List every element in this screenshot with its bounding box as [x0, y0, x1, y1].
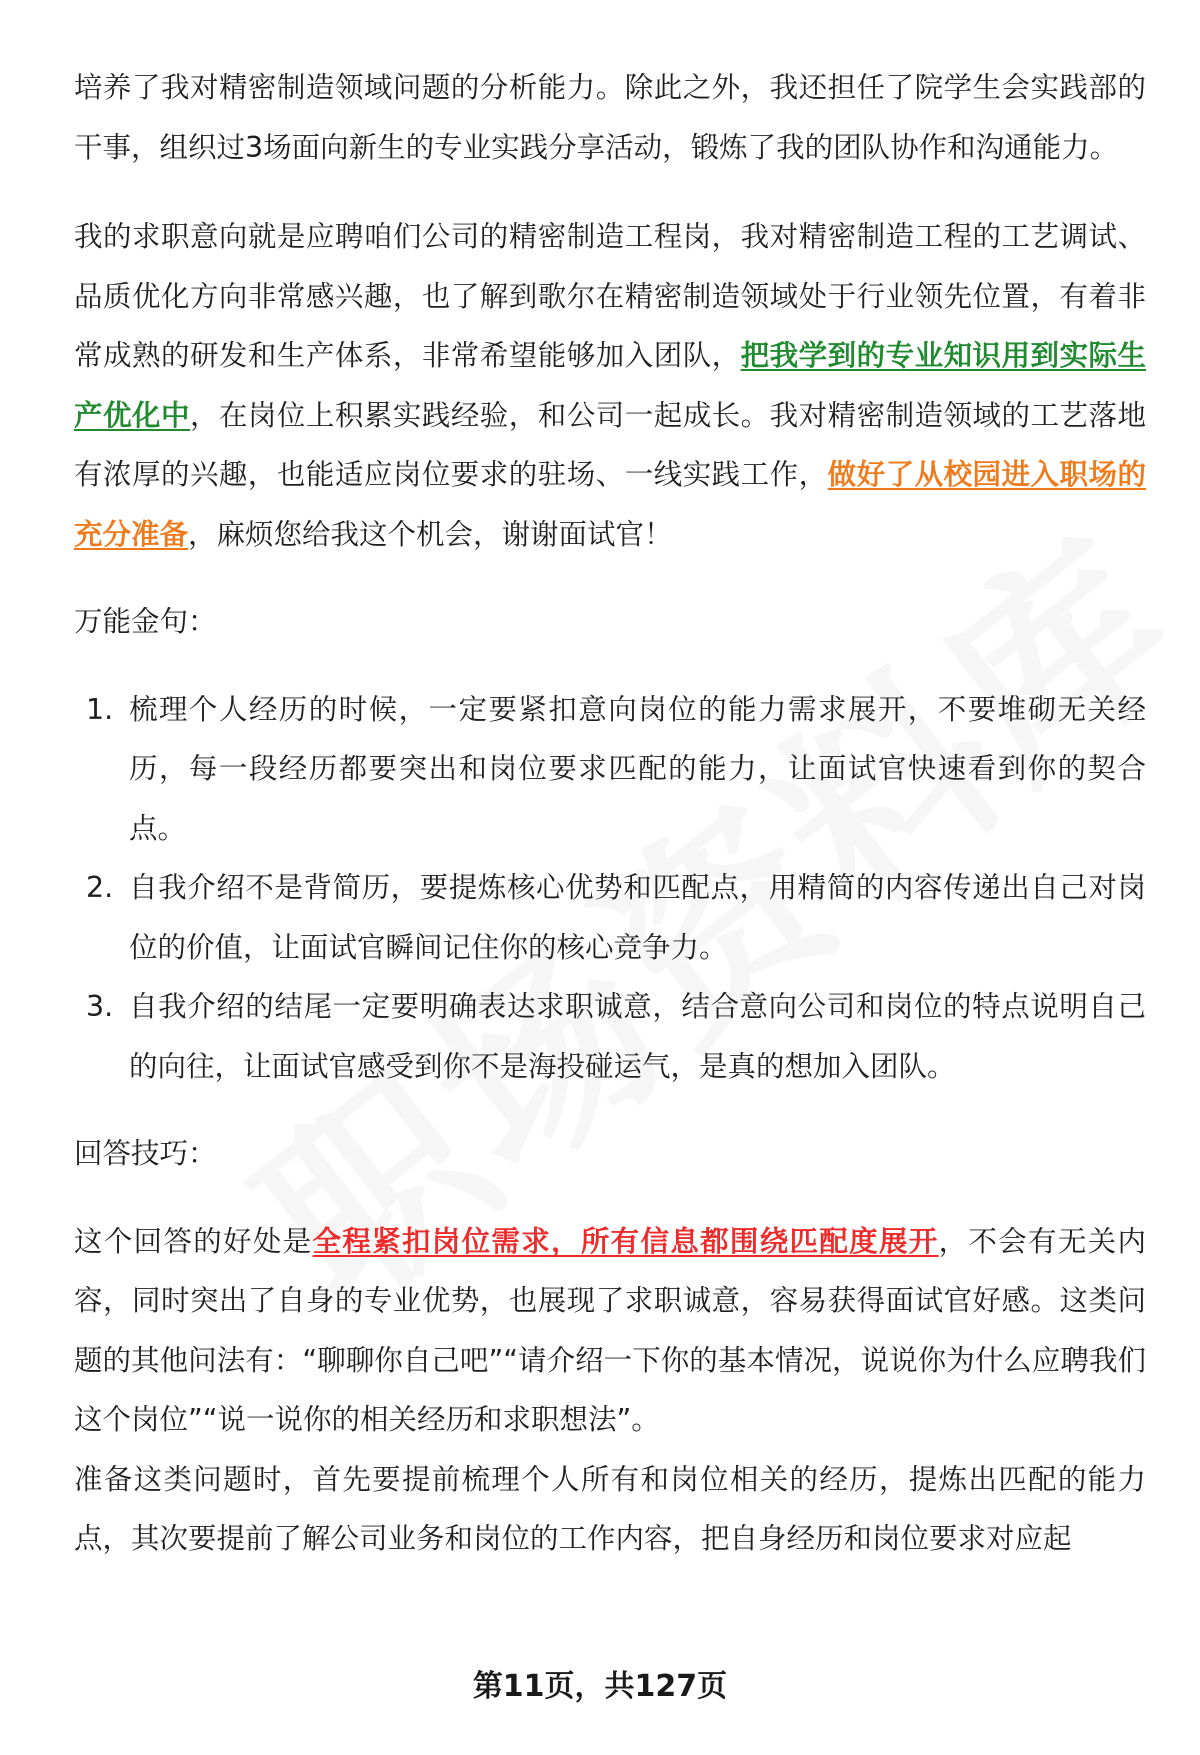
golden-sentences-heading: 万能金句： — [74, 605, 217, 638]
list-item — [74, 977, 1146, 1096]
answer-tips-paragraph — [74, 1212, 1146, 1450]
preparation-paragraph: 准备这类问题时，首先要提前梳理个人所有和岗位相关的经历，提炼出匹配的能力点，其次要提前了解公司业务和岗位的工作内容，把自身经历和岗位要求对应起 — [74, 1462, 1146, 1555]
tips-text-1: 这个回答的好处是 — [74, 1224, 313, 1258]
golden-sentences-list — [74, 680, 1146, 1097]
page-footer: 第11页，共127页 — [472, 1669, 728, 1704]
intent-text-3: ，麻烦您给我这个机会，谢谢面试官！ — [188, 517, 673, 551]
intent-highlight-orange: 做好了从校园进入职场的充分准备 — [74, 458, 1146, 551]
intent-text-1: 我的求职意向就是应聘咱们公司的精密制造工程岗，我对精密制造工程的工艺调试、品质优化方向非常感兴趣，也了解到歌尔在精密制造领域处于行业领先位置，有着非常成熟的研发和生产体系，非常希望能够加入团队， — [74, 220, 1146, 372]
list-item-text: 自我介绍不是背简历，要提炼核心优势和匹配点，用精简的内容传递出自己对岗位的价值，让面试官瞬间记住你的核心竞争力。 — [129, 871, 1146, 964]
document-page — [74, 58, 1146, 1569]
list-item — [74, 680, 1146, 859]
answer-tips-heading: 回答技巧： — [74, 1137, 217, 1170]
list-item-number: 3. — [86, 990, 114, 1023]
list-item-text: 自我介绍的结尾一定要明确表达求职诚意，结合意向公司和岗位的特点说明自己的向往，让面试官感受到你不是海投碰运气，是真的想加入团队。 — [129, 990, 1146, 1083]
job-intent-paragraph — [74, 207, 1146, 564]
list-item-number: 1. — [86, 692, 114, 726]
list-item-text: 梳理个人经历的时候，一定要紧扣意向岗位的能力需求展开，不要堆砌无关经历，每一段经历都要突出和岗位要求匹配的能力，让面试官快速看到你的契合点。 — [129, 692, 1146, 845]
intent-highlight-green: 把我学到的专业知识用到实际生产优化中 — [74, 339, 1146, 432]
list-item-number: 2. — [86, 871, 114, 904]
tips-highlight-red: 全程紧扣岗位需求，所有信息都围绕匹配度展开 — [312, 1224, 939, 1258]
list-item — [74, 858, 1146, 977]
intent-text-2: ，在岗位上积累实践经验，和公司一起成长。我对精密制造领域的工艺落地有浓厚的兴趣，也能适应岗位要求的驻场、一线实践工作， — [74, 398, 1146, 491]
tips-text-2: ，不会有无关内容，同时突出了自身的专业优势，也展现了求职诚意，容易获得面试官好感。这类问题的其他问法有：“聊聊你自己吧”“请介绍一下你的基本情况，说说你为什么应聘我们这个岗位”“说一说你的相关经历和求职想法”。 — [74, 1224, 1146, 1436]
intro-continued-paragraph: 培养了我对精密制造领域问题的分析能力。除此之外，我还担任了院学生会实践部的干事，组织过3场面向新生的专业实践分享活动，锻炼了我的团队协作和沟通能力。 — [74, 71, 1146, 164]
